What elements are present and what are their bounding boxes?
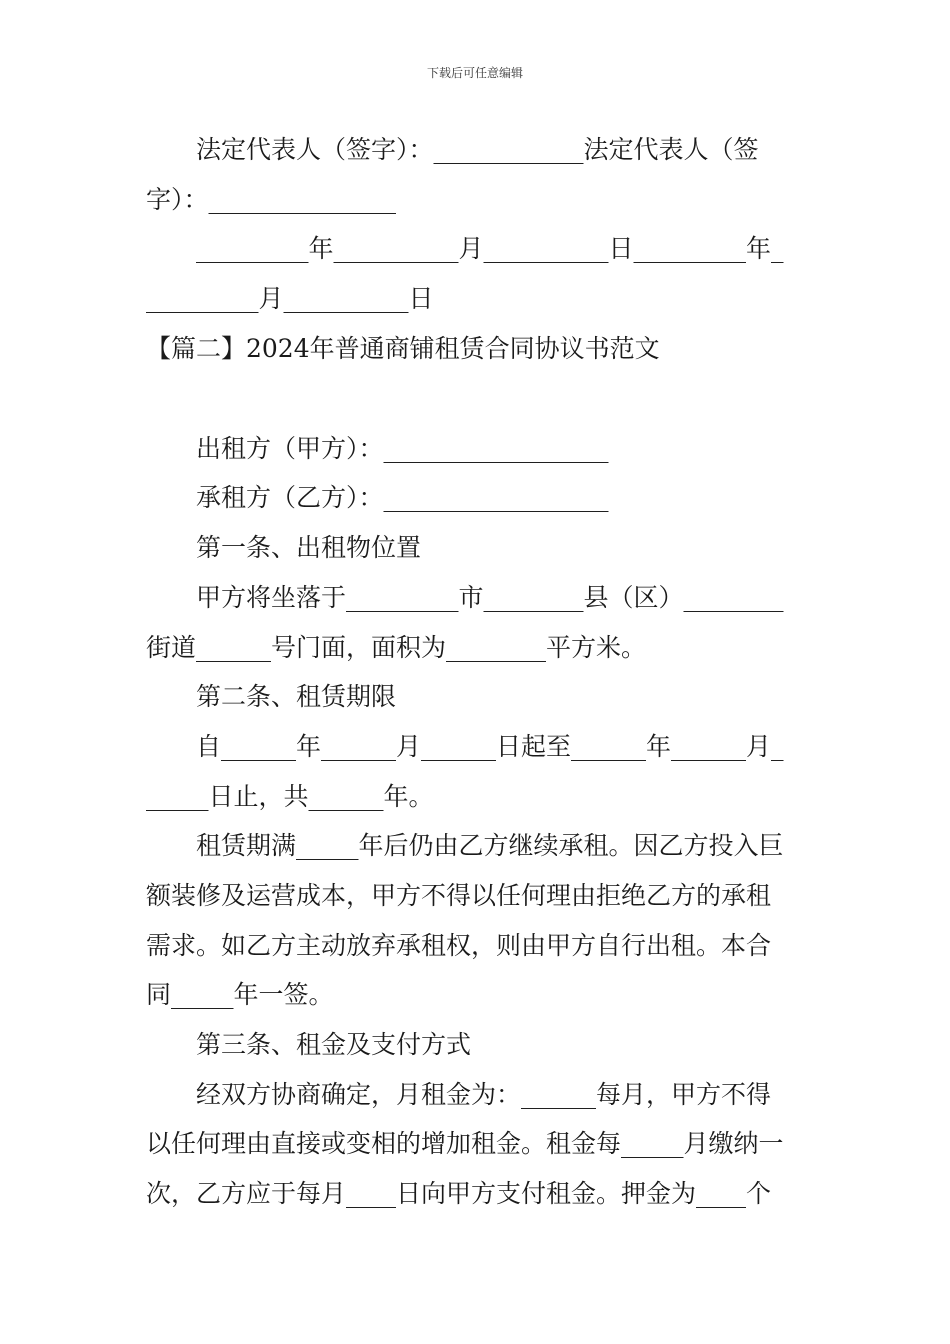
date-line-2: _________月__________日 [146,284,434,313]
article-1-line-1: 甲方将坐落于_________市________县（区）________ [196,583,784,612]
renewal-line-4: 同_____年一签。 [146,980,334,1009]
renewal-line-3: 需求。如乙方主动放弃承租权，则由甲方自行出租。本合 [146,931,772,960]
article-2-line-2: _____日止，共______年。 [146,782,434,811]
article-3-line-1: 经双方协商确定，月租金为：______每月，甲方不得 [196,1080,772,1109]
article-3-heading: 第三条、租金及支付方式 [196,1030,472,1059]
article-3-line-2: 以任何理由直接或变相的增加租金。租金每_____月缴纳一 [146,1129,784,1158]
renewal-line-1: 租赁期满_____年后仍由乙方继续承租。因乙方投入巨 [196,831,784,860]
article-1-line-2: 街道______号门面，面积为________平方米。 [146,633,647,662]
page-header: 下载后可任意编辑 [426,66,523,80]
lessor-line: 出租方（甲方）：__________________ [196,434,609,463]
article-2-line-1: 自______年______月______日起至______年______月_ [196,732,784,761]
lessee-line: 承租方（乙方）：__________________ [196,483,609,512]
signature-line-1: 法定代表人（签字）：____________法定代表人（签 [196,135,759,164]
date-line-1: _________年__________月__________日_________年_ [196,234,784,263]
signature-line-2: 字）：_______________ [146,185,397,214]
article-1-heading: 第一条、出租物位置 [196,533,422,562]
section-title: 【篇二】2024年普通商铺租赁合同协议书范文 [146,334,660,363]
article-3-line-3: 次，乙方应于每月____日向甲方支付租金。押金为____个 [146,1179,772,1208]
renewal-line-2: 额装修及运营成本，甲方不得以任何理由拒绝乙方的承租 [146,881,772,910]
article-2-heading: 第二条、租赁期限 [196,682,397,711]
